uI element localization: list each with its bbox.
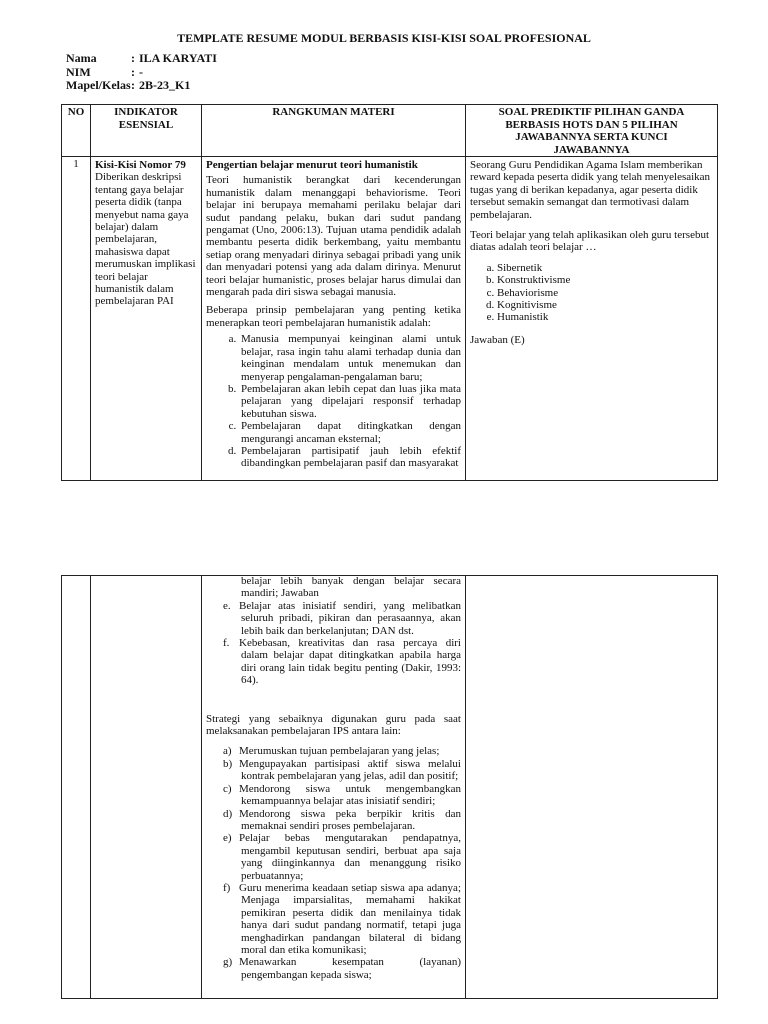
list-text: Pelajar bebas mengutarakan pendapatnya, mengambil keputusan sendiri, berbuat apa saja yang diinginkannya dan menanggung risiko perbuatannya; <box>239 832 461 882</box>
list-marker: c) <box>223 782 232 795</box>
list-text: Menawarkan kesempatan (layanan) pengembangan kepada siswa; <box>239 956 461 981</box>
answer-key: Jawaban (E) <box>470 333 525 346</box>
meta-separator: : <box>131 51 135 65</box>
table-header-row <box>62 105 718 157</box>
list-marker: e. <box>223 599 231 612</box>
row-number: 1 <box>62 157 91 481</box>
materi-paragraph: Teori humanistik berangkat dari kecenderungan humanistik dalam menanggapi behaviorisme. Teori belajar ini berupaya memahami perilaku belajar dari sudut pandang pelaku, bukan dari sudut pandang pengamat (Uno, 2006:13). Tujuan utama pendidik adalah membantu peserta didik berkembang, yaitu membantu setiap orang menyadari dirinya sebagai pribadi yang unik dan menyadari potensi yang ada dalam dirinya. Menurut teori belajar humanistic, proses belajar harus dimulai dan mengarah pada diri siswa sebagai manusia. <box>206 174 461 299</box>
list-item: b. Pembelajaran akan lebih cepat dan luas jika mata pelajaran yang dipelajari responsif terhadap kebutuhan siswa. <box>239 383 461 420</box>
meta-row-nim <box>66 66 217 80</box>
materi-title: Pengertian belajar menurut teori humanistik <box>206 159 418 171</box>
header-rangkuman: RANGKUMAN MATERI <box>202 105 466 157</box>
strategi-list <box>206 745 461 981</box>
meta-value: 2B-23_K1 <box>139 78 191 92</box>
list-item <box>223 757 461 783</box>
list-text: Belajar atas inisiatif sendiri, yang melibatkan seluruh pribadi, pikiran dan perasaannya, akan lebih baik dan berkelanjutan; DAN dst. <box>239 599 461 637</box>
option-item: c. Behaviorisme <box>497 287 713 299</box>
list-item <box>223 881 461 956</box>
prinsip-list <box>206 600 461 687</box>
list-text: Merumuskan tujuan pembelajaran yang jelas; <box>239 745 440 758</box>
table-row <box>62 576 718 999</box>
meta-label: Mapel/Kelas <box>66 78 131 92</box>
table-row <box>62 157 718 481</box>
list-marker: d) <box>223 807 233 820</box>
document-title: TEMPLATE RESUME MODUL BERBASIS KISI-KISI SOAL PROFESIONAL <box>177 31 591 45</box>
indikator-cell <box>91 157 202 481</box>
meta-value: ILA KARYATI <box>139 51 217 65</box>
list-text: Kebebasan, kreativitas dan rasa percaya diri dalam belajar dapat ditingkatkan apabila harga diri orang lain tidak begitu penting (Dakir, 1993: 64). <box>239 637 461 687</box>
list-marker: e) <box>223 832 232 845</box>
list-text: Mendorong siswa untuk mengembangkan kemampuannya belajar atas inisiatif sendiri; <box>239 782 461 808</box>
option-item: e. Humanistik <box>497 311 713 323</box>
soal-stem: Seorang Guru Pendidikan Agama Islam memberikan reward kepada peserta didik yang telah menyelesaikan tugas yang di berikan kepadanya, agar peserta didik tersebut semakin semangat dan termotivasi dalam pembelajaran. <box>470 159 711 221</box>
list-marker: b) <box>223 757 233 770</box>
row-number <box>62 576 91 999</box>
list-text: Mendorong siswa peka berpikir kritis dan memaknai sendiri proses pembelajaran. <box>239 807 461 832</box>
meta-label: Nama <box>66 51 97 65</box>
resume-table-continued <box>61 575 718 999</box>
list-item: d. Pembelajaran partisipatif jauh lebih efektif dibandingkan pembelajaran pasif dan masyarakat <box>239 445 461 470</box>
list-text: Guru menerima keadaan setiap siswa apa adanya; Menjaga imparsialitas, memahami hakikat pemikiran peserta didik dan menilainya tidak hanya dari sudut pandang normatif, tetapi juga menghadirkan pandangan bilateral di bidang moral dan etika komunikasi; <box>239 881 461 956</box>
meta-separator: : <box>131 64 135 79</box>
soal-cell <box>466 576 718 999</box>
list-item: c. Pembelajaran dapat ditingkatkan dengan mengurangi ancaman eksternal; <box>239 420 461 445</box>
materi-cell <box>202 157 466 481</box>
continued-text: belajar lebih banyak dengan belajar secara mandiri; Jawaban <box>241 575 461 600</box>
list-item <box>223 832 461 882</box>
strategi-intro: Strategi yang sebaiknya digunakan guru pada saat melaksanakan pembelajaran IPS antara lain: <box>206 712 461 738</box>
prinsip-list <box>206 333 461 469</box>
header-no: NO <box>62 105 91 157</box>
meta-separator: : <box>131 78 135 92</box>
resume-table <box>61 104 718 481</box>
list-item <box>223 599 461 637</box>
meta-row-mapel <box>66 79 217 93</box>
list-marker: g) <box>223 956 233 969</box>
materi-paragraph: Beberapa prinsip pembelajaran yang penting ketika menerapkan teori pembelajaran humanistik adalah: <box>206 304 461 329</box>
list-item <box>223 956 461 981</box>
list-item <box>223 745 461 758</box>
list-item <box>223 807 461 833</box>
list-item <box>223 782 461 808</box>
list-marker: a) <box>223 745 232 758</box>
list-item <box>223 637 461 687</box>
list-marker: f. <box>223 637 230 650</box>
soal-question: Teori belajar yang telah aplikasikan oleh guru tersebut diatas adalah teori belajar … <box>470 229 710 254</box>
answer-options <box>479 262 713 324</box>
option-item: d. Kognitivisme <box>497 299 713 311</box>
materi-content <box>206 159 461 479</box>
header-soal: SOAL PREDIKTIF PILIHAN GANDA BERBASIS HOTS DAN 5 PILIHAN JAWABANNYA SERTA KUNCI JAWABANNYA <box>466 105 718 157</box>
list-text: Mengupayakan partisipasi aktif siswa melalui kontrak pembelajaran yang jelas, adil dan positif; <box>239 757 461 783</box>
header-indikator: INDIKATOR ESENSIAL <box>91 105 202 157</box>
option-item: b. Konstruktivisme <box>497 274 713 286</box>
list-item: a. Manusia mempunyai keinginan alami untuk belajar, rasa ingin tahu alami terhadap dunia dan keinginan mendalam untuk menemukan dan menyerap pengalaman-pengalaman baru; <box>239 333 461 383</box>
meta-label: NIM <box>66 64 91 79</box>
option-item: a. Sibernetik <box>497 262 713 274</box>
kisi-title: Kisi-Kisi Nomor 79 <box>95 159 186 171</box>
list-marker: f) <box>223 881 231 894</box>
student-info <box>66 52 217 93</box>
meta-row-nama <box>66 52 217 66</box>
meta-value: - <box>139 64 143 79</box>
materi-cell <box>202 576 466 999</box>
kisi-description: Diberikan deskripsi tentang gaya belajar peserta didik (tanpa menyebut nama gaya belajar) dalam pembelajaran, mahasiswa dapat merumuskan implikasi teori belajar humanistik dalam pembelajaran PAI <box>95 171 196 308</box>
soal-cell <box>466 157 718 481</box>
indikator-cell <box>91 576 202 999</box>
